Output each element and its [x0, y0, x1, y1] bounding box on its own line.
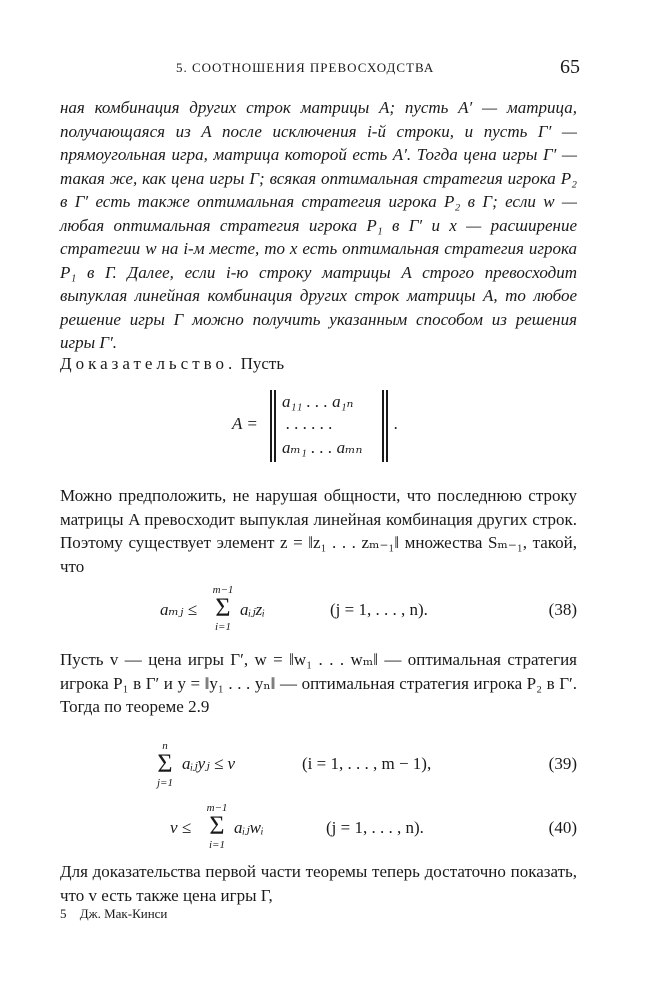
sum-icon: m−1 Σ i=1 [206, 802, 228, 851]
matrix-row-1: a₁₁ . . . a₁ₙ [282, 392, 354, 411]
page-header [60, 56, 580, 80]
signature-number: 5 [60, 906, 67, 921]
eq40-number: (40) [548, 818, 577, 837]
matrix-row-2: . . . . . . [286, 414, 333, 433]
eq38-lhs: aₘⱼ ≤ [160, 600, 197, 619]
running-title: 5. СООТНОШЕНИЯ ПРЕВОСХОДСТВА [176, 60, 435, 75]
eq38-body: aᵢⱼzᵢ [240, 600, 265, 619]
sum-icon: n Σ j=1 [157, 740, 173, 789]
matrix-A [232, 390, 432, 462]
sum-icon: m−1 Σ i=1 [212, 584, 234, 633]
matrix-lhs: A = [232, 414, 258, 433]
equation-38 [60, 584, 577, 634]
eq38-condition: (j = 1, . . . , n). [330, 600, 428, 619]
eq40-body: aᵢⱼwᵢ [234, 818, 264, 837]
proof-label: Доказательство. [60, 354, 237, 373]
equation-40 [60, 802, 577, 852]
eq38-number: (38) [548, 600, 577, 619]
paragraph-3: Пусть v — цена игры Γ′, w = ‖w₁ . . . wₘ‖ — оптимальная стратегия игрока P₁ в Γ′ и y = ‖y₁ . . . yₙ‖ — оптимальная стратегия игрока P₂ в Γ′. Тогда по теореме 2.9 [60, 650, 577, 716]
paragraph-4: Для доказательства первой части теоремы теперь достаточно показать, что v есть также цена игры Γ, [60, 862, 577, 905]
eq39-number: (39) [548, 754, 577, 773]
matrix-end: . [394, 414, 399, 433]
page-number: 65 [560, 56, 580, 78]
eq40-lhs: v ≤ [170, 818, 192, 837]
equation-39 [60, 740, 577, 790]
eq40-condition: (j = 1, . . . , n). [326, 818, 424, 837]
proof-start [60, 352, 577, 376]
matrix-row-3: aₘ₁ . . . aₘₙ [282, 438, 363, 457]
eq39-body: aᵢⱼyⱼ ≤ v [182, 754, 236, 773]
paragraph-2: Можно предположить, не нарушая общности, что последнюю строку матрицы A превосходит выпуклая линейная комбинация других строк. Поэтому существует элемент z = ‖z₁ . . . zₘ₋₁‖ множества Sₘ₋₁, такой, что [60, 486, 577, 576]
footer-signature [60, 906, 167, 922]
proof-intro: Пусть [240, 354, 285, 373]
theorem-text: ная комбинация других строк матрицы A; пусть A′ — матрица, получающаяся из A после исключения i-й строки, и пусть Γ′ — прямоугольная игра, матрица которой есть A′. Тогда цена игры Γ′ — такая же, как цена игры Γ; всякая оптимальная стратегия игрока P₂ в Γ′ есть также оптимальная стратегия игрока P₂ в Γ; если w — любая оптимальная стратегия игрока P₁ в Γ′ и x — расширение стратегии w на i-м месте, то x есть оптимальная стратегия игрока P₁ в Γ. Далее, если i-ю строку матрицы A строго превосходит выпуклая линейная комбинация других строк матрицы A, то любое решение игры Γ можно получить указанным способом из решения игры Γ′. [60, 98, 577, 352]
author-name: Дж. Мак-Кинси [79, 906, 168, 921]
eq39-condition: (i = 1, . . . , m − 1), [302, 754, 432, 773]
